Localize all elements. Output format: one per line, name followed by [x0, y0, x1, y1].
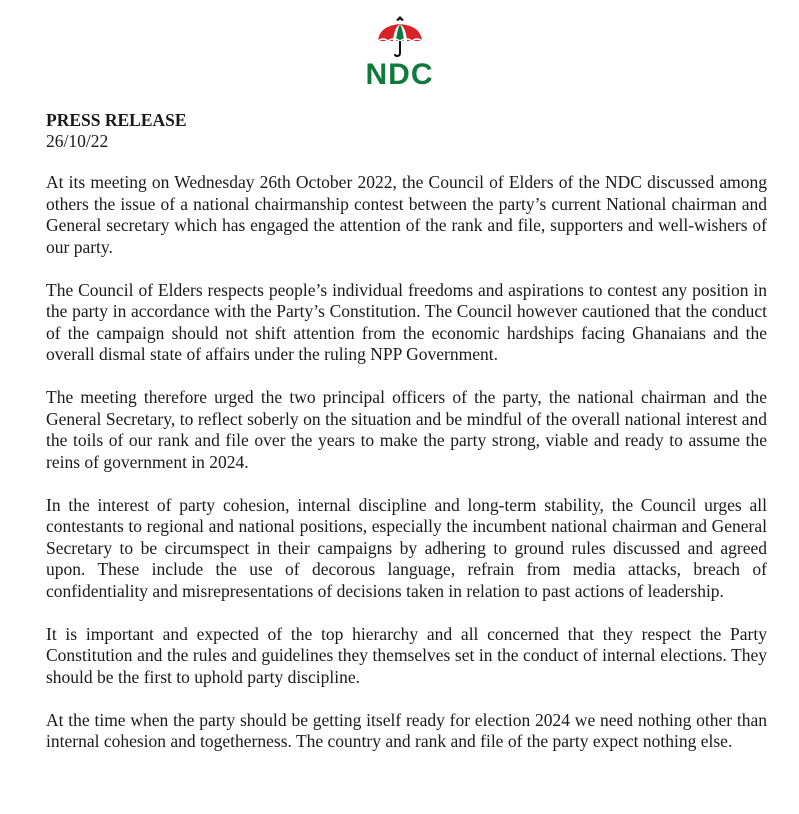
umbrella-dove-icon — [375, 14, 425, 58]
press-release — [46, 109, 767, 774]
paragraph: At its meeting on Wednesday 26th October 2022, the Council of Elders of the NDC discussed among others the issue of a national chairmanship contest between the party’s current National chairman and General secretary which has engaged the attention of the rank and file, supporters and well-wishers of our party. — [46, 172, 767, 257]
body-text — [46, 172, 767, 753]
party-logo — [0, 14, 799, 90]
release-date: 26/10/22 — [46, 131, 109, 151]
paragraph: It is important and expected of the top hierarchy and all concerned that they respect the Party Constitution and the rules and guidelines they themselves set in the conduct of internal elections. They should be the first to uphold party discipline. — [46, 623, 767, 687]
paragraph: The meeting therefore urged the two principal officers of the party, the national chairman and the General Secretary, to reflect soberly on the situation and be mindful of the overall national interest and the toils of our rank and file over the years to make the party strong, viable and ready to assume the reins of government in 2024. — [46, 387, 767, 472]
paragraph: At the time when the party should be getting itself ready for election 2024 we need nothing other than internal cohesion and togetherness. The country and rank and file of the party expect nothing else. — [46, 709, 767, 751]
paragraph: In the interest of party cohesion, internal discipline and long-term stability, the Council urges all contestants to regional and national positions, especially the incumbent national chairman and General Secretary to be circumspect in their campaigns by adhering to ground rules discussed and agreed upon. These include the use of decorous language, refrain from media attacks, breach of confidentiality and misrepresentations of decisions taken in relation to past actions of leadership. — [46, 494, 767, 601]
paragraph: The Council of Elders respects people’s individual freedoms and aspirations to contest any position in the party in accordance with the Party’s Constitution. The Council however cautioned that the conduct of the campaign should not shift attention from the economic hardships facing Ghanaians and the overall dismal state of affairs under the ruling NPP Government. — [46, 279, 767, 364]
document-title: PRESS RELEASE — [46, 110, 187, 130]
logo-text: NDC — [365, 58, 434, 91]
